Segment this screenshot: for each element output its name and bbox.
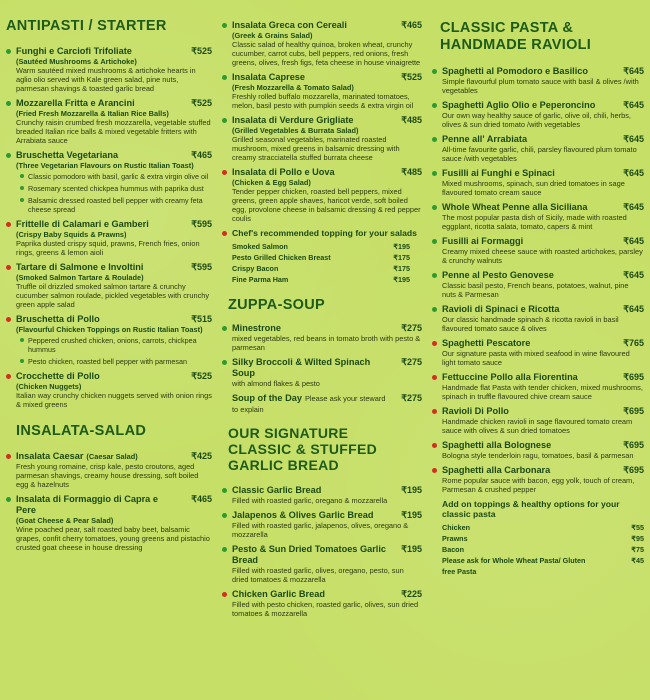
veg-dot-icon [6, 497, 11, 502]
menu-item [222, 589, 422, 618]
veg-dot-icon [6, 101, 11, 106]
option-text: Pesto chicken, roasted bell pepper with parmesan [28, 357, 188, 366]
menu-item [222, 357, 422, 388]
menu-item [6, 451, 212, 489]
price-row [232, 252, 410, 263]
veg-dot-icon [222, 488, 227, 493]
column-left [6, 0, 212, 557]
addon-box [432, 499, 644, 577]
row-price: ₹75 [631, 545, 644, 554]
item-name: Tartare di Salmone e Involtini [16, 262, 144, 272]
item-name: Classic Garlic Bread [232, 485, 322, 495]
veg-dot-icon [20, 174, 24, 178]
nonveg-dot-icon [432, 443, 437, 448]
item-description: Filled with roasted garlic, oregano & mozzarella [232, 496, 388, 505]
item-price: ₹275 [401, 323, 422, 333]
item-subtitle: (Fried Fresh Mozzarella & Italian Rice Balls) [16, 109, 169, 118]
item-name: Insalata di Pollo e Uova [232, 167, 335, 177]
menu-item [222, 510, 422, 539]
option-item [16, 172, 212, 181]
item-description: Fresh young romaine, crisp kale, pesto croutons, aged parmesan shavings, creamy house dressing, soft boiled egg & hazelnuts [16, 462, 199, 489]
item-description: with almond flakes & pesto [232, 379, 320, 388]
row-price: ₹45 [631, 556, 644, 565]
veg-dot-icon [432, 239, 437, 244]
item-name: Fusilli ai Funghi e Spinaci [442, 168, 555, 178]
item-subtitle: (Three Vegetarian Flavours on Rustic Italian Toast) [16, 161, 194, 170]
veg-dot-icon [432, 103, 437, 108]
item-price: ₹695 [623, 372, 644, 382]
menu-item [432, 372, 644, 401]
nonveg-dot-icon [432, 341, 437, 346]
price-row [442, 522, 644, 533]
item-name: Fettuccine Pollo alla Fiorentina [442, 372, 578, 382]
veg-dot-icon [432, 137, 437, 142]
item-price: ₹195 [401, 485, 422, 495]
veg-dot-icon [222, 23, 227, 28]
addon-title: Add on toppings & healthy options for your classic pasta [442, 499, 620, 519]
item-name: Bruschetta Vegetariana [16, 150, 119, 160]
menu-item [222, 544, 422, 584]
row-name: Crispy Bacon [232, 264, 279, 273]
item-price: ₹195 [401, 510, 422, 520]
row-price: ₹195 [393, 242, 410, 251]
item-description: Bologna style tenderloin ragu, tomatoes, basil & parmesan [442, 451, 634, 460]
veg-dot-icon [222, 75, 227, 80]
item-note: Please ask your steward to explain [232, 394, 386, 414]
item-name: Whole Wheat Penne alla Siciliana [442, 202, 588, 212]
item-price: ₹525 [191, 98, 212, 108]
veg-dot-icon [432, 69, 437, 74]
menu-item [222, 115, 422, 162]
item-price: ₹275 [401, 393, 422, 403]
item-price: ₹465 [401, 20, 422, 30]
price-row [232, 241, 410, 252]
veg-dot-icon [222, 547, 227, 552]
nonveg-dot-icon [432, 409, 437, 414]
menu-item [432, 270, 644, 299]
item-description: Handmade flat Pasta with tender chicken, mixed mushrooms, spinach in truffle flavoured chive cream sauce [442, 383, 643, 401]
item-subtitle: (Chicken & Egg Salad) [232, 178, 311, 187]
item-price: ₹425 [191, 451, 212, 461]
row-price: ₹195 [393, 275, 410, 284]
section-title-zuppa: ZUPPA-SOUP [228, 297, 325, 313]
menu-item [6, 314, 212, 366]
item-price: ₹225 [401, 589, 422, 599]
item-name: Penne all' Arrabiata [442, 134, 528, 144]
price-row [232, 274, 410, 285]
item-price: ₹645 [623, 202, 644, 212]
item-description: Warm sautéed mixed mushrooms & artichoke hearts in aglio olio served with Kale green salad, pine nuts, parmesan shavings & toasted garlic bread [16, 66, 196, 93]
nonveg-dot-icon [222, 170, 227, 175]
veg-dot-icon [20, 338, 24, 342]
price-row [232, 263, 410, 274]
item-subtitle: (Flavourful Chicken Toppings on Rustic Italian Toast) [16, 325, 203, 334]
garlic-list [222, 485, 422, 618]
item-subtitle: (Greek & Grains Salad) [232, 31, 313, 40]
veg-dot-icon [222, 360, 227, 365]
item-subtitle: (Caesar Salad) [86, 452, 138, 461]
menu-item [432, 100, 644, 129]
veg-dot-icon [432, 171, 437, 176]
item-price: ₹525 [191, 46, 212, 56]
column-middle [222, 20, 422, 623]
section-title-salad: INSALATA-SALAD [16, 423, 147, 439]
item-name: Chicken Garlic Bread [232, 589, 325, 599]
menu-item [6, 46, 212, 93]
menu-item [222, 323, 422, 352]
veg-dot-icon [20, 186, 24, 190]
item-description: Wine poached pear, salt roasted baby beet, balsamic grapes, confit cherry tomatoes, young greens and pistachio crusted goat cheese in house dressing [16, 525, 210, 552]
menu-item [6, 262, 212, 309]
zuppa-list [222, 323, 422, 415]
row-price: ₹95 [631, 534, 644, 543]
item-description: Truffle oil drizzled smoked salmon tartare & crunchy cucumber salmon roulade, pickled vegetables with crunchy green apple salad [16, 282, 210, 309]
item-price: ₹645 [623, 100, 644, 110]
menu-item [222, 72, 422, 110]
nonveg-dot-icon [222, 592, 227, 597]
item-name: Minestrone [232, 323, 282, 333]
row-name: Prawns [442, 534, 468, 543]
item-description: Paprika dusted crispy squid, prawns, French fries, onion rings, greens & lemon aioli [16, 239, 200, 257]
salad-list [6, 451, 212, 552]
column-right [432, 0, 644, 577]
nonveg-dot-icon [6, 454, 11, 459]
row-price: ₹55 [631, 523, 644, 532]
item-description: The most popular pasta dish of Sicily, made with roasted eggplant, ricotta salata, tomato, capers & mint [442, 213, 627, 231]
item-name: Ravioli Di Pollo [442, 406, 509, 416]
item-name: Funghi e Carciofi Trifoliate [16, 46, 132, 56]
item-name: Spaghetti al Pomodoro e Basilico [442, 66, 589, 76]
item-description: Italian way crunchy chicken nuggets served with onion rings & mixed greens [16, 391, 212, 409]
menu-item [6, 494, 212, 552]
item-price: ₹195 [401, 544, 422, 554]
menu-item [432, 168, 644, 197]
item-price: ₹695 [623, 406, 644, 416]
nonveg-dot-icon [6, 265, 11, 270]
option-text: Rosemary scented chickpea hummus with paprika dust [28, 184, 204, 193]
menu-item [6, 371, 212, 409]
item-description: Handmade chicken ravioli in sage flavoured tomato cream sauce with olives & sun dried tomatoes [442, 417, 633, 435]
item-price: ₹695 [623, 465, 644, 475]
section-title-pasta: CLASSIC PASTA & HANDMADE RAVIOLI [440, 20, 592, 53]
item-name: Frittelle di Calamari e Gamberi [16, 219, 149, 229]
item-name: Spaghetti Aglio Olio e Peperoncino [442, 100, 596, 110]
veg-dot-icon [432, 273, 437, 278]
item-price: ₹645 [623, 270, 644, 280]
row-price: ₹175 [393, 253, 410, 262]
item-name [232, 393, 422, 415]
item-name [16, 451, 212, 462]
item-name: Spaghetti Pescatore [442, 338, 531, 348]
row-name: Smoked Salmon [232, 242, 288, 251]
item-description: Our signature pasta with mixed seafood in wine flavoured light tomato sauce [442, 349, 630, 367]
item-name: Spaghetti alla Carbonara [442, 465, 551, 475]
menu-item [432, 465, 644, 494]
veg-dot-icon [222, 513, 227, 518]
item-name: Insalata di Verdure Grigliate [232, 115, 354, 125]
item-name: Jalapenos & Olives Garlic Bread [232, 510, 374, 520]
option-text: Classic pomodoro with basil, garlic & extra virgin olive oil [28, 172, 209, 181]
item-name: Silky Broccoli & Wilted Spinach Soup [232, 357, 371, 378]
toppings-list [232, 241, 410, 285]
item-name: Insalata Caprese [232, 72, 306, 82]
veg-dot-icon [6, 153, 11, 158]
pasta-list [432, 66, 644, 494]
toppings-box [222, 228, 422, 285]
option-item [16, 184, 212, 193]
item-description: Filled with roasted garlic, olives, oregano, pesto, sun dried tomatoes & mozzarella [232, 566, 404, 584]
menu-item [432, 440, 644, 460]
veg-dot-icon [432, 307, 437, 312]
toppings-title: Chef's recommended topping for your salads [232, 228, 417, 238]
item-description: Freshly rolled buffalo mozzarella, marinated tomatoes, melon, basil pesto with pumpkin seeds & extra virgin oil [232, 92, 414, 110]
item-price: ₹645 [623, 134, 644, 144]
item-price: ₹595 [191, 219, 212, 229]
antipasti-list [6, 46, 212, 409]
menu-item [432, 304, 644, 333]
item-subtitle: (Fresh Mozzarella & Tomato Salad) [232, 83, 354, 92]
item-name-text: Insalata Caesar [16, 451, 84, 461]
menu-item [432, 66, 644, 95]
section-title-garlic-bread: OUR SIGNATURE CLASSIC & STUFFED GARLIC BREAD [228, 425, 377, 473]
item-description: Rome popular sauce with bacon, egg yolk, touch of cream, Parmesan & crushed pepper [442, 476, 635, 494]
item-subtitle: (Grilled Vegetables & Burrata Salad) [232, 126, 359, 135]
item-description: Classic basil pesto, French beans, potatoes, walnut, pine nuts & Parmesan [442, 281, 629, 299]
item-price: ₹275 [401, 357, 422, 367]
item-description: Filled with roasted garlic, jalapenos, olives, oregano & mozzarella [232, 521, 409, 539]
item-description: Grilled seasonal vegetables, marinated roasted mushroom, mixed greens in balsamic dressing with creamy stracciatella stuffed burrata cheese [232, 135, 400, 162]
item-description: Our own way healthy sauce of garlic, olive oil, chili, herbs, olives & sun dried tomato /with vegetables [442, 111, 631, 129]
item-price: ₹465 [191, 494, 212, 504]
option-item [16, 336, 212, 354]
addon-list [442, 522, 644, 577]
menu-item [432, 236, 644, 265]
item-description: mixed vegetables, red beans in tomato broth with pesto & parmesan [232, 334, 421, 352]
item-name: Mozzarella Fritta e Arancini [16, 98, 135, 108]
menu-item [432, 338, 644, 367]
row-name: Pesto Grilled Chicken Breast [232, 253, 331, 262]
veg-dot-icon [222, 118, 227, 123]
nonveg-dot-icon [6, 374, 11, 379]
menu-item [432, 406, 644, 435]
item-name: Insalata di Formaggio di Capra e Pere [16, 494, 158, 515]
item-description: All-time favourite garlic, chili, parsley flavoured plum tomato sauce /with vegetables [442, 145, 637, 163]
item-price: ₹515 [191, 314, 212, 324]
item-description: Mixed mushrooms, spinach, sun dried tomatoes in sage flavoured tomato cream sauce [442, 179, 625, 197]
item-subtitle: (Sautéed Mushrooms & Artichoke) [16, 57, 137, 66]
menu-item [6, 98, 212, 145]
item-description: Crunchy raisin crumbed fresh mozzarella, vegetable stuffed breaded Italian rice balls & mixed vegetable fritters with Arrabiata sauce [16, 118, 211, 145]
item-price: ₹595 [191, 262, 212, 272]
item-description: Filled with pesto chicken, roasted garlic, olives, sun dried tomatoes & mozzarella [232, 600, 419, 618]
salad2-list [222, 20, 422, 223]
veg-dot-icon [20, 198, 24, 202]
item-name: Insalata Greca con Cereali [232, 20, 347, 30]
nonveg-dot-icon [6, 317, 11, 322]
item-price: ₹645 [623, 304, 644, 314]
item-name-text: Soup of the Day [232, 393, 302, 403]
menu-item [222, 485, 422, 505]
nonveg-dot-icon [6, 222, 11, 227]
item-price: ₹645 [623, 66, 644, 76]
option-item [16, 196, 212, 214]
item-name: Penne al Pesto Genovese [442, 270, 554, 280]
section-title-antipasti: ANTIPASTI / STARTER [6, 18, 167, 34]
item-name: Fusilli ai Formaggi [442, 236, 524, 246]
item-price: ₹645 [623, 168, 644, 178]
veg-dot-icon [20, 359, 24, 363]
item-price: ₹765 [623, 338, 644, 348]
menu-item [6, 150, 212, 214]
option-text: Balsamic dressed roasted bell pepper with creamy feta cheese spread [28, 196, 203, 214]
item-price: ₹485 [401, 167, 422, 177]
item-price: ₹645 [623, 236, 644, 246]
menu-item [6, 219, 212, 257]
option-item [16, 357, 212, 366]
item-subtitle: (Smoked Salmon Tartare & Roulade) [16, 273, 144, 282]
item-description: Creamy mixed cheese sauce with roasted artichokes, parsley & crunchy walnuts [442, 247, 643, 265]
item-price: ₹525 [401, 72, 422, 82]
item-name: Pesto & Sun Dried Tomatoes Garlic Bread [232, 544, 387, 565]
menu-item [432, 202, 644, 231]
veg-dot-icon [222, 326, 227, 331]
item-description: Our classic handmade spinach & ricotta ravioli in basil flavoured tomato sauce & olives [442, 315, 619, 333]
option-text: Peppered crushed chicken, onions, carrots, chickpea hummus [28, 336, 197, 354]
item-price: ₹525 [191, 371, 212, 381]
menu-item [222, 393, 422, 415]
price-row [442, 533, 644, 544]
row-name: Please ask for Whole Wheat Pasta/ Gluten free Pasta [442, 556, 586, 576]
item-subtitle: (Chicken Nuggets) [16, 382, 82, 391]
item-name: Ravioli di Spinaci e Ricotta [442, 304, 560, 314]
item-price: ₹695 [623, 440, 644, 450]
menu-item [222, 20, 422, 67]
item-price: ₹485 [401, 115, 422, 125]
nonveg-dot-icon [222, 231, 227, 236]
price-row [442, 555, 644, 577]
item-description: Simple flavourful plum tomato sauce with basil & olives /with vegetables [442, 77, 639, 95]
nonveg-dot-icon [432, 375, 437, 380]
row-name: Chicken [442, 523, 470, 532]
item-name: Crocchette di Pollo [16, 371, 100, 381]
menu-item [432, 134, 644, 163]
veg-dot-icon [432, 205, 437, 210]
item-subtitle: (Crispy Baby Squids & Prawns) [16, 230, 127, 239]
row-name: Bacon [442, 545, 464, 554]
item-description: Classic salad of healthy quinoa, broken wheat, crunchy cucumber, carrot cubs, bell peppers, red onions, fresh greens, olives, fresh figs, feta cheese in house vinaigrette [232, 40, 421, 67]
item-description: Tender pepper chicken, roasted bell peppers, mixed greens, green apple shaves, haricot verde, soft boiled egg, provolone cheese in balsamic dressing & red pepper coulis [232, 187, 421, 223]
item-subtitle: (Goat Cheese & Pear Salad) [16, 516, 114, 525]
item-name: Bruschetta di Pollo [16, 314, 100, 324]
row-name: Fine Parma Ham [232, 275, 289, 284]
nonveg-dot-icon [432, 468, 437, 473]
row-price: ₹175 [393, 264, 410, 273]
item-name: Spaghetti alla Bolognese [442, 440, 552, 450]
item-price: ₹465 [191, 150, 212, 160]
veg-dot-icon [6, 49, 11, 54]
menu-item [222, 167, 422, 223]
price-row [442, 544, 644, 555]
